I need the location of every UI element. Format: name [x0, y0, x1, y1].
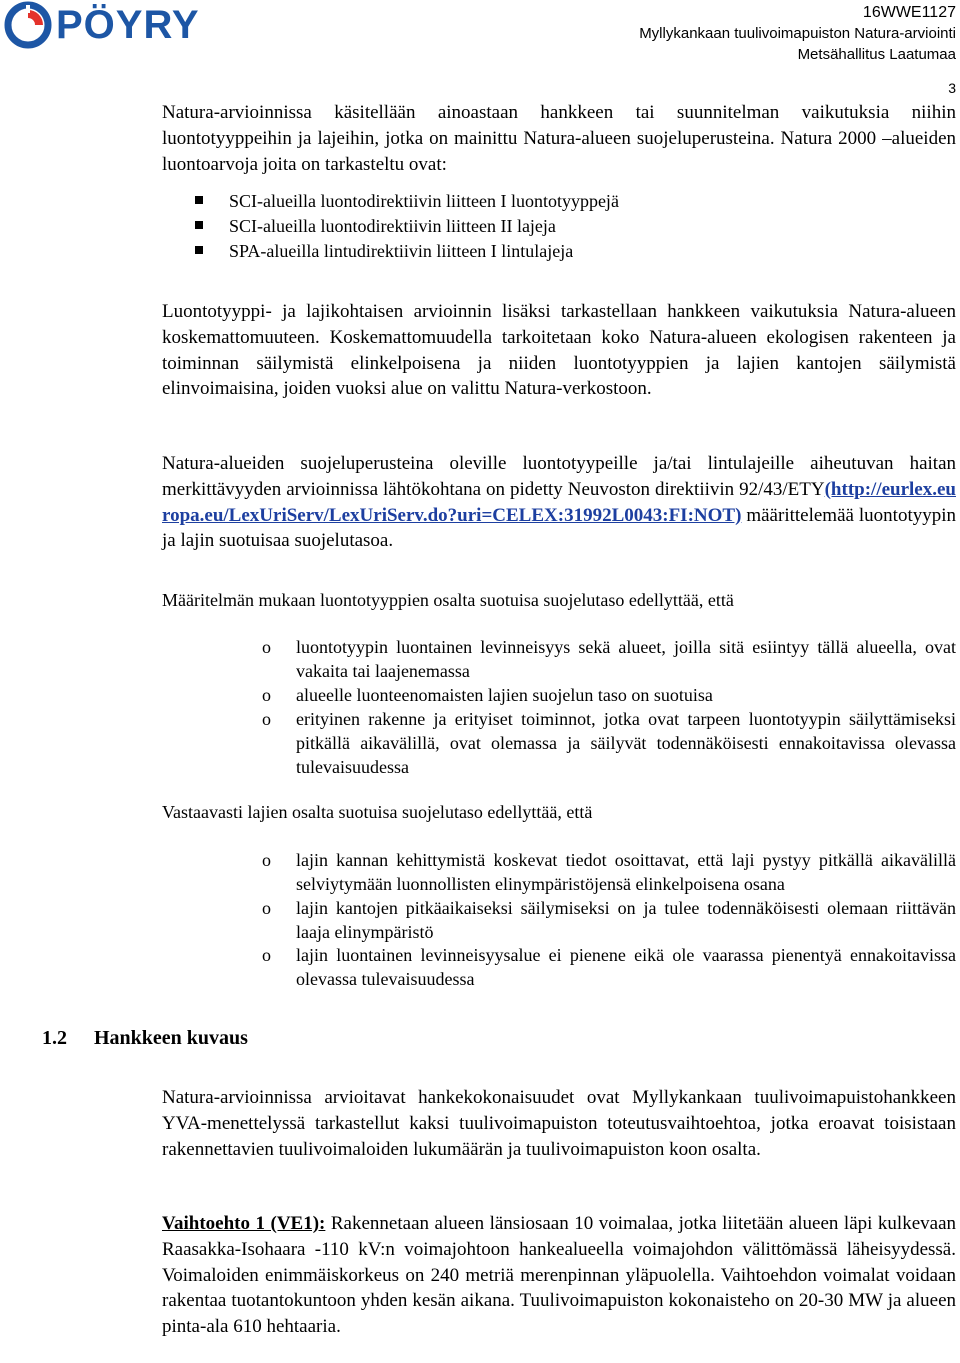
eurlex-link[interactable]: (http://eurlex.europa.eu/LexUriServ/LexUriServ.do?uri=CELEX:31992L0043:FI:NOT)	[162, 478, 956, 526]
bullet-square-icon	[195, 196, 203, 204]
circle-bullet-icon: o	[262, 685, 271, 705]
list-item: erityinen rakenne ja erityiset toiminnot, jotka ovat tarpeen luontotyypin säilyttämiseksi pitkällä aikavälillä, ovat olemassa ja säilyvät todennäköisesti ennakoitavissa olevassa tulevaisuudessa	[296, 709, 956, 777]
habitat-lead: Määritelmän mukaan luontotyyppien osalta suotuisa suojelutaso edellyttää, että	[162, 590, 734, 610]
project-title: Myllykankaan tuulivoimapuiston Natura-arviointi	[639, 25, 956, 42]
list-item: SCI-alueilla luontodirektiivin liitteen II lajeja	[229, 216, 556, 236]
list-item: lajin kannan kehittymistä koskevat tiedot osoittavat, että laji pystyy pitkällä aikavälillä selviytymään luonnollisten elinympäristöjensä elinkelpoisena osana	[296, 850, 956, 894]
circle-bullet-icon: o	[262, 898, 271, 918]
list-item: lajin kantojen pitkäaikaiseksi säilymiseksi on ja tulee todennäköisesti olemaan riittävän laaja elinympäristö	[296, 898, 956, 942]
alternative-1-label: Vaihtoehto 1 (VE1):	[162, 1213, 326, 1234]
page-number: 3	[948, 80, 956, 96]
logo-text: PÖYRY	[56, 3, 200, 47]
circle-bullet-icon: o	[262, 637, 271, 657]
bullet-square-icon	[195, 221, 203, 229]
circle-bullet-icon: o	[262, 850, 271, 870]
alternative-1-paragraph	[162, 1211, 956, 1340]
doc-code: 16WWE1127	[862, 4, 956, 21]
section-paragraph: Natura-arvioinnissa arvioitavat hankekokonaisuudet ovat Myllykankaan tuulivoimapuistohankkeen YVA-menettelyssä tarkastellut kaksi tuulivoimapuiston toteutusvaihtoehtoa, jotka eroavat toisistaan rakennettavien tuulivoimaloiden lukumäärän ja tuulivoimapuiston koon osalta.	[162, 1087, 956, 1160]
list-item: lajin luontainen levinneisyysalue ei pienene eikä ole vaarassa pienentyä ennakoitavissa olevassa tulevaisuudessa	[296, 945, 956, 989]
directive-paragraph	[162, 451, 956, 554]
directive-text-after: määrittelemää luontotyypin ja lajin suotuisaa suojelutasoa.	[162, 504, 956, 552]
directive-text-before: Natura-alueiden suojeluperusteina oleville luontotyypeille ja/tai lintulajeille aiheutuvan haitan merkittävyyden arvioinnissa lähtökohtana on pidetty Neuvoston direktiivin 92/43/ETY	[162, 453, 956, 500]
section-number: 1.2	[42, 1027, 67, 1049]
client-name: Metsähallitus Laatumaa	[797, 46, 956, 63]
logo-mark-icon	[4, 0, 54, 50]
list-item: SCI-alueilla luontodirektiivin liitteen I luontotyyppejä	[229, 191, 619, 211]
species-lead: Vastaavasti lajien osalta suotuisa suojelutaso edellyttää, että	[162, 802, 593, 822]
list-item: SPA-alueilla lintudirektiivin liitteen I lintulajeja	[229, 241, 574, 261]
integrity-paragraph: Luontotyyppi- ja lajikohtaisen arvioinnin lisäksi tarkastellaan hankkeen vaikutuksia Natura-alueen koskemattomuuteen. Koskemattomuudella tarkoitetaan koko Natura-alueen ekologisen rakenteen ja toiminnan säilymistä elinkelpoisena ja niiden luontotyyppien ja lajien kantojen säilymistä elinvoimaisina, joiden vuoksi alue on valittu Natura-verkostoon.	[162, 301, 956, 400]
list-item: luontotyypin luontainen levinneisyys sekä alueet, joilla sitä esiintyy tällä alueella, ovat vakaita tai laajenemassa	[296, 637, 956, 681]
poyry-logo	[4, 0, 254, 52]
section-title: Hankkeen kuvaus	[94, 1027, 248, 1049]
alternative-1-text: Rakennetaan alueen länsiosaan 10 voimalaa, jotka liitetään alueen läpi kulkevaan Raasakka-Isohaara -110 kV:n voimajohtoon hankealueella voimajohdon välittömässä läheisyydessä. Voimaloiden enimmäiskorkeus on 240 metriä merenpinnan yläpuolella. Vaihtoehdon voimalat voidaan rakentaa tuotantokuntoon yhden kesän aikana. Tuulivoimapuiston kokonaisteho on 20-30 MW ja alueen pinta-ala 610 hehtaaria.	[162, 1213, 956, 1338]
intro-paragraph: Natura-arvioinnissa käsitellään ainoastaan hankkeen tai suunnitelman vaikutuksia niihin luontotyyppeihin ja lajeihin, jotka on mainittu Natura-alueen suojeluperusteina. Natura 2000 –alueiden luontoarvoja joita on tarkasteltu ovat:	[162, 102, 956, 175]
list-item: alueelle luonteenomaisten lajien suojelun taso on suotuisa	[296, 685, 713, 705]
bullet-square-icon	[195, 246, 203, 254]
circle-bullet-icon: o	[262, 945, 271, 965]
circle-bullet-icon: o	[262, 709, 271, 729]
section-heading	[42, 1025, 248, 1051]
header-meta	[639, 2, 956, 65]
